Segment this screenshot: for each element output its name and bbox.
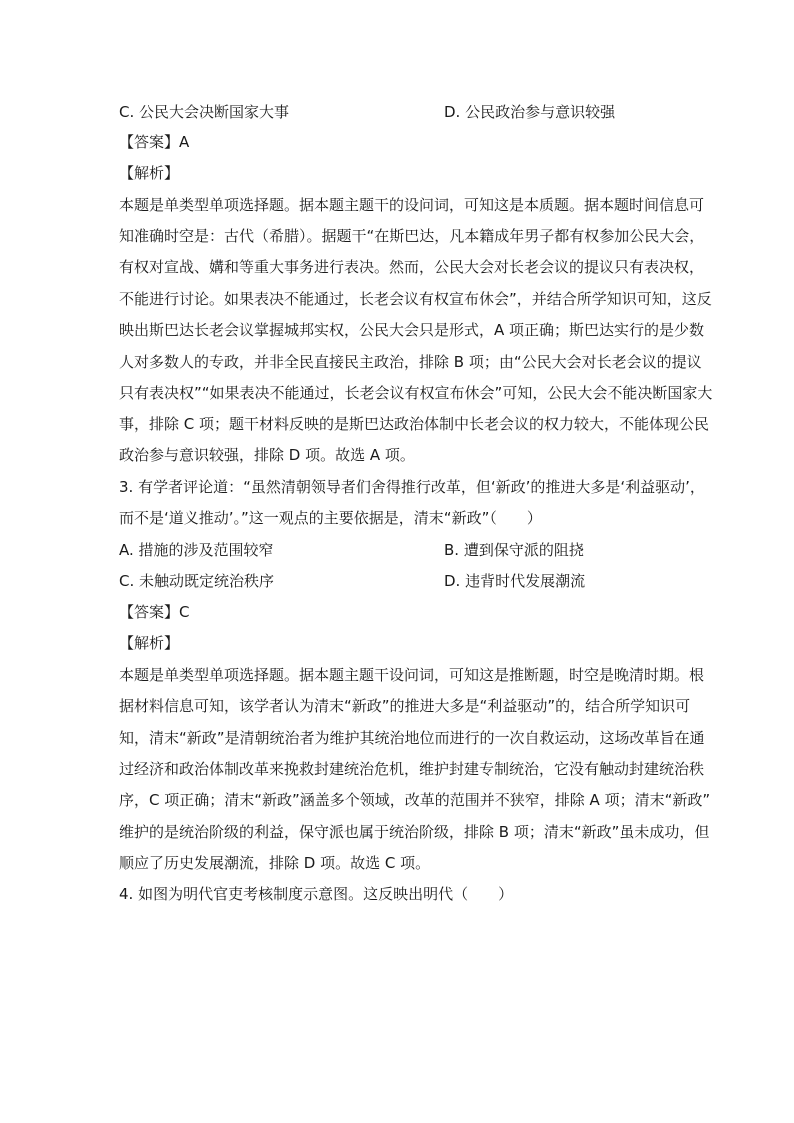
q3-analysis-line: 本题是单类型单项选择题。据本题主题干设问词，可知这是推断题，时空是晚清时期。根 xyxy=(119,666,705,684)
q3-stem-line: 而不是‘道义推动’。”这一观点的主要依据是，清末“新政”（ ） xyxy=(119,509,542,527)
q3-answer: 【答案】C xyxy=(119,603,190,621)
q2-analysis-line: 不能进行讨论。如果表决不能通过，长老会议有权宣布休会”，并结合所学知识可知，这反 xyxy=(119,290,712,308)
q3-option-d: D. 违背时代发展潮流 xyxy=(444,572,586,590)
q3-analysis-line: 过经济和政治体制改革来挽救封建统治危机，维护封建专制统治，它没有触动封建统治秩 xyxy=(119,760,705,778)
q2-option-d: D. 公民政治参与意识较强 xyxy=(444,103,616,121)
q3-analysis-line: 知，清末“新政”是清朝统治者为维护其统治地位而进行的一次自救运动，这场改革旨在通 xyxy=(119,729,705,747)
q2-analysis-line: 只有表决权”“如果表决不能通过，长老会议有权宣布休会”可知，公民大会不能决断国家大 xyxy=(119,384,713,402)
q2-answer: 【答案】A xyxy=(119,133,190,151)
q2-analysis-line: 映出斯巴达长老会议掌握城邦实权，公民大会只是形式，A 项正确；斯巴达实行的是少数 xyxy=(119,321,705,339)
q2-analysis-line: 本题是单类型单项选择题。据本题主题干的设问词，可知这是本质题。据本题时间信息可 xyxy=(119,196,705,214)
q2-analysis-label: 【解析】 xyxy=(119,164,180,182)
q3-option-b: B. 遭到保守派的阻挠 xyxy=(444,541,584,559)
q2-analysis-line: 知准确时空是：古代（希腊）。据题干“在斯巴达，凡本籍成年男子都有权参加公民大会， xyxy=(119,227,705,245)
q3-analysis-line: 序，C 项正确；清末“新政”涵盖多个领域，改革的范围并不狭窄，排除 A 项；清末“新政” xyxy=(119,791,711,809)
q2-option-c: C. 公民大会决断国家大事 xyxy=(119,103,290,121)
q2-analysis-line: 有权对宣战、媾和等重大事务进行表决。然而，公民大会对长老会议的提议只有表决权， xyxy=(119,258,705,276)
q3-analysis-line: 顺应了历史发展潮流，排除 D 项。故选 C 项。 xyxy=(119,854,431,872)
q3-analysis-line: 维护的是统治阶级的利益，保守派也属于统治阶级，排除 B 项；清末“新政”虽未成功，但 xyxy=(119,823,710,841)
q2-analysis-line: 人对多数人的专政，并非全民直接民主政治，排除 B 项；由“公民大会对长老会议的提议 xyxy=(119,353,702,371)
q2-analysis-line: 事，排除 C 项；题干材料反映的是斯巴达政治体制中长老会议的权力较大，不能体现公民 xyxy=(119,415,710,433)
q3-option-c: C. 未触动既定统治秩序 xyxy=(119,572,275,590)
q2-analysis-line: 政治参与意识较强，排除 D 项。故选 A 项。 xyxy=(119,446,415,464)
q3-analysis-line: 据材料信息可知，该学者认为清末“新政”的推进大多是“利益驱动”的，结合所学知识可 xyxy=(119,697,691,715)
q4-stem: 4. 如图为明代官吏考核制度示意图。这反映出明代（ ） xyxy=(119,885,514,903)
q3-stem-line: 3. 有学者评论道：“虽然清朝领导者们舍得推行改革，但‘新政’的推进大多是‘利益驱动’， xyxy=(119,478,705,496)
q3-option-a: A. 措施的涉及范围较窄 xyxy=(119,541,274,559)
q3-analysis-label: 【解析】 xyxy=(119,634,180,652)
